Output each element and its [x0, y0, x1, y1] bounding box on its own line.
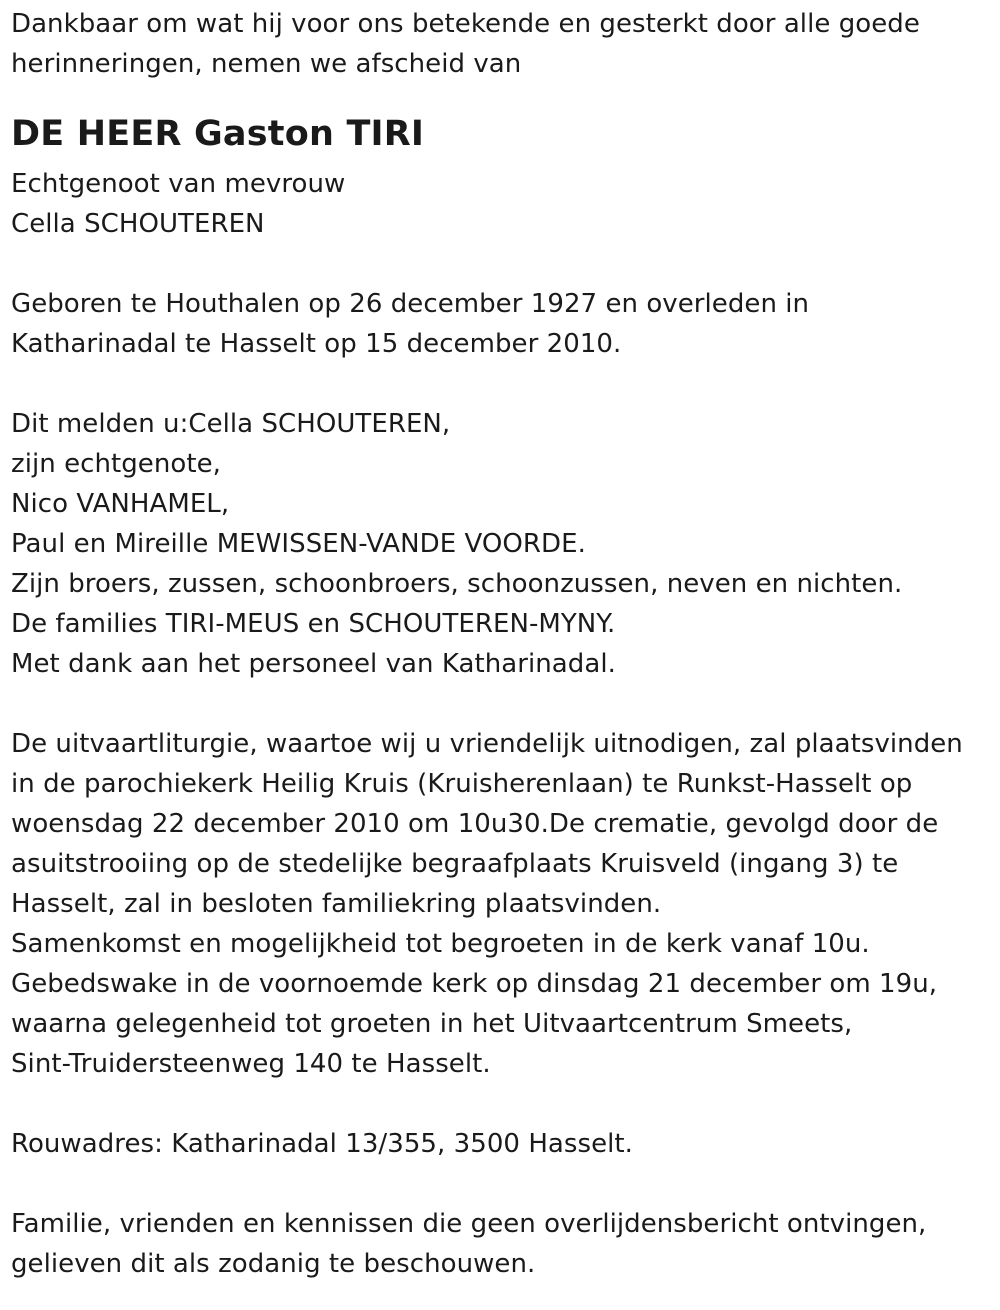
spacer — [11, 1164, 991, 1204]
spacer — [11, 244, 991, 284]
text-line: Dit melden u:Cella SCHOUTEREN, — [11, 409, 451, 439]
birth-death-paragraph — [11, 284, 991, 364]
text-line: in de parochiekerk Heilig Kruis (Kruisherenlaan) te Runkst-Hasselt op — [11, 769, 913, 799]
spacer — [11, 364, 991, 404]
text-line: De families TIRI-MEUS en SCHOUTEREN-MYNY. — [11, 609, 616, 639]
text-line: Geboren te Houthalen op 26 december 1927 en overleden in — [11, 289, 810, 319]
text-line: woensdag 22 december 2010 om 10u30.De crematie, gevolgd door de — [11, 809, 939, 839]
closing-paragraph — [11, 1204, 991, 1284]
text-line: Hasselt, zal in besloten familiekring plaatsvinden. — [11, 889, 662, 919]
text-line: Familie, vrienden en kennissen die geen overlijdensbericht ontvingen, — [11, 1209, 927, 1239]
intro-paragraph — [11, 4, 991, 84]
spouse-paragraph — [11, 164, 991, 244]
text-line: Met dank aan het personeel van Katharinadal. — [11, 649, 616, 679]
spacer — [11, 84, 991, 104]
text-line: Katharinadal te Hasselt op 15 december 2010. — [11, 329, 622, 359]
obituary-document — [11, 4, 991, 1284]
text-line: Nico VANHAMEL, — [11, 489, 230, 519]
announced-by-paragraph — [11, 404, 991, 684]
text-line: gelieven dit als zodanig te beschouwen. — [11, 1249, 536, 1279]
text-line: Sint-Truidersteenweg 140 te Hasselt. — [11, 1049, 491, 1079]
text-line: Paul en Mireille MEWISSEN-VANDE VOORDE. — [11, 529, 586, 559]
spacer — [11, 1084, 991, 1124]
text-line: zijn echtgenote, — [11, 449, 221, 479]
mourning-address: Rouwadres: Katharinadal 13/355, 3500 Hasselt. — [11, 1129, 633, 1159]
text-line: Cella SCHOUTEREN — [11, 209, 265, 239]
text-line: Gebedswake in de voornoemde kerk op dinsdag 21 december om 19u, — [11, 969, 938, 999]
text-line: waarna gelegenheid tot groeten in het Uitvaartcentrum Smeets, — [11, 1009, 853, 1039]
text-line: asuitstrooiing op de stedelijke begraafplaats Kruisveld (ingang 3) te — [11, 849, 899, 879]
spacer — [11, 684, 991, 724]
text-line: herinneringen, nemen we afscheid van — [11, 49, 522, 79]
text-line: Zijn broers, zussen, schoonbroers, schoonzussen, neven en nichten. — [11, 569, 903, 599]
ceremony-paragraph — [11, 724, 991, 1084]
text-line: De uitvaartliturgie, waartoe wij u vriendelijk uitnodigen, zal plaatsvinden — [11, 729, 963, 759]
text-line: Echtgenoot van mevrouw — [11, 169, 346, 199]
text-line: Samenkomst en mogelijkheid tot begroeten in de kerk vanaf 10u. — [11, 929, 870, 959]
text-line: Dankbaar om wat hij voor ons betekende en gesterkt door alle goede — [11, 9, 920, 39]
deceased-name-heading: DE HEER Gaston TIRI — [11, 114, 425, 154]
